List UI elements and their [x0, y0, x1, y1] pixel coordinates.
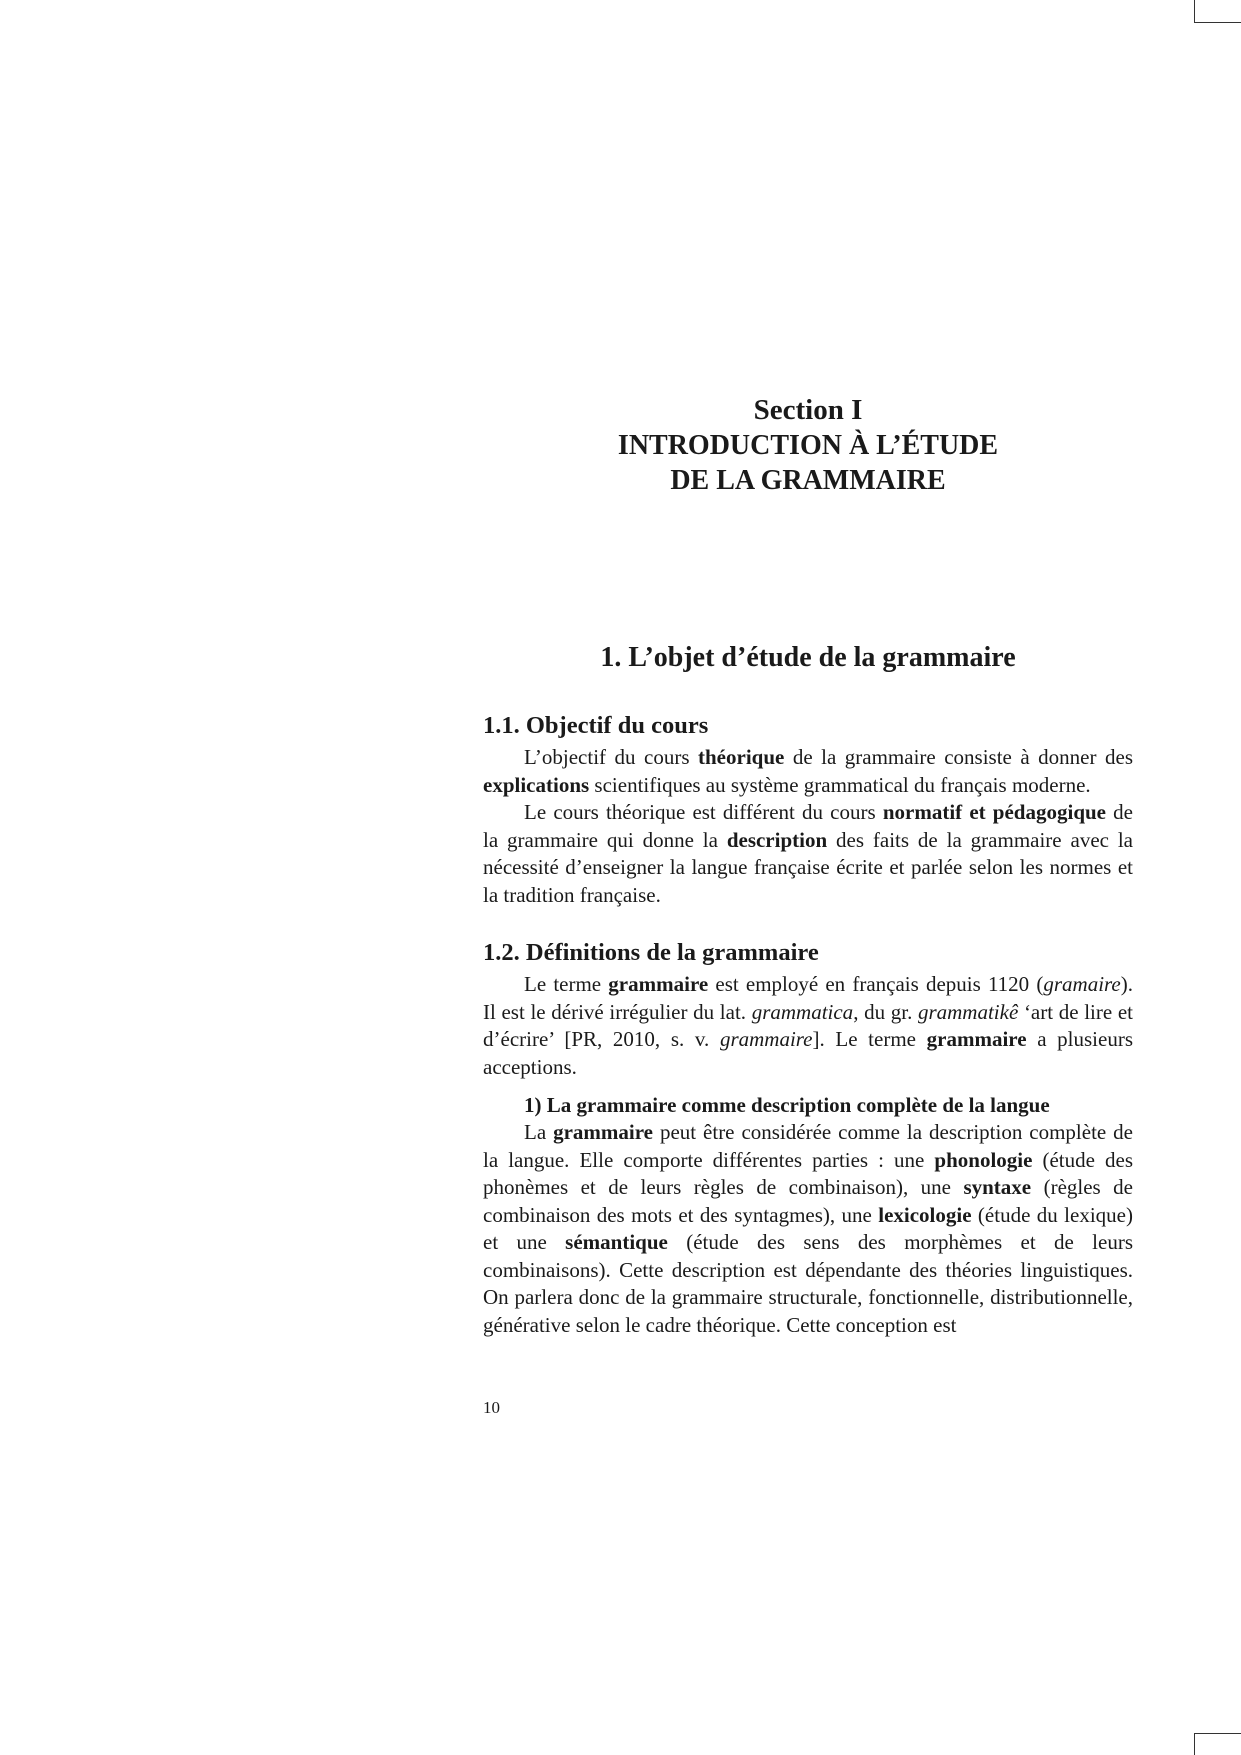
section-label: Section I: [753, 394, 863, 426]
section-title-line-1: INTRODUCTION À L’ÉTUDE: [617, 430, 999, 461]
paragraph-objectif-2: Le cours théorique est différent du cours normatif et pédagogique de la grammaire qui donne la description des faits de la grammaire avec la nécessité d’enseigner la langue française écrite et parlée selon les normes et la tradition française.: [483, 800, 1133, 907]
body-column: [483, 710, 1133, 1339]
subsubsection-heading-1: 1) La grammaire comme description complète de la langue: [524, 1093, 1050, 1117]
section-header: [482, 393, 1134, 498]
chapter-title: 1. L’objet d’étude de la grammaire: [600, 642, 1016, 673]
paragraph-description-complete: La grammaire peut être considérée comme la description complète de la langue. Elle comporte différentes parties : une phonologie (étude des phonèmes et de leurs règles de combinaison), une syntaxe (règles de combinaison des mots et des syntagmes), une lexicologie (étude du lexique) et une sémantique (étude des sens des morphèmes et de leurs combinaisons). Cette description est dépendante des théories linguistiques. On parlera donc de la grammaire structurale, fonctionnelle, distributionnelle, générative selon le cadre théorique. Cette conception est: [483, 1120, 1133, 1337]
paragraph-definitions-1: Le terme grammaire est employé en français depuis 1120 (gramaire). Il est le dérivé irrégulier du lat. grammatica, du gr. grammatikê ‘art de lire et d’écrire’ [PR, 2010, s. v. grammaire]. Le terme grammaire a plusieurs acceptions.: [483, 972, 1133, 1079]
page-number: 10: [483, 1398, 500, 1417]
subsection-heading-1-1: 1.1. Objectif du cours: [483, 712, 709, 739]
crop-mark-bottom-vertical: [1194, 1733, 1195, 1755]
subsection-heading-1-2: 1.2. Définitions de la grammaire: [483, 939, 819, 966]
crop-mark-top-vertical: [1194, 0, 1195, 22]
paragraph-objectif-1: L’objectif du cours théorique de la grammaire consiste à donner des explications scientifiques au système grammatical du français moderne.: [483, 745, 1133, 797]
crop-mark-bottom-horizontal: [1194, 1733, 1241, 1734]
section-title-line-2: DE LA GRAMMAIRE: [670, 465, 946, 496]
crop-mark-top-horizontal: [1194, 22, 1241, 23]
